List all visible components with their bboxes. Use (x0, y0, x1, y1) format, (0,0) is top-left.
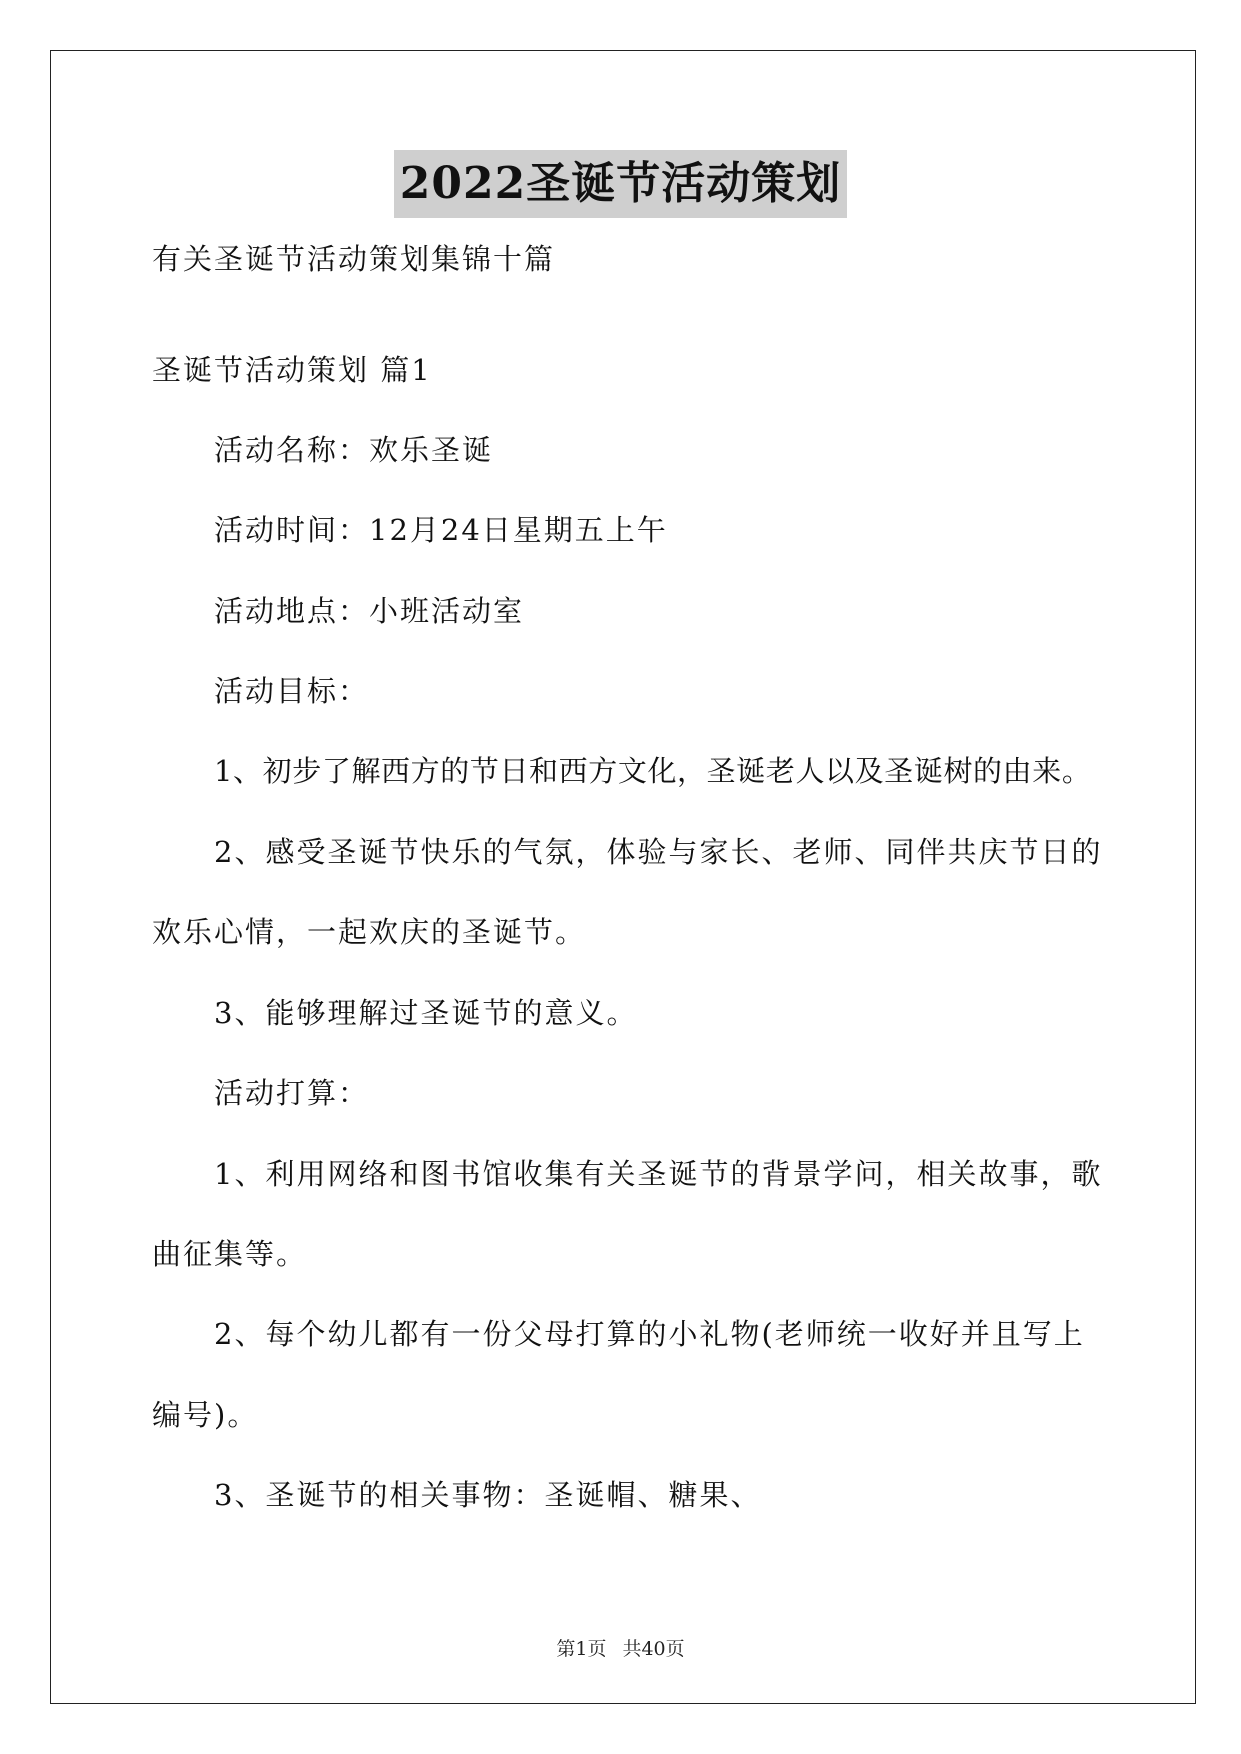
paragraph-line: 2、感受圣诞节快乐的气氛，体验与家长、老师、同伴共庆节日的 (214, 835, 1103, 869)
page-number: 第1页 (556, 1638, 607, 1660)
paragraph-line: 曲征集等。 (152, 1237, 308, 1271)
document-title: 2022圣诞节活动策划 (394, 150, 847, 218)
page-border (50, 50, 1196, 1704)
page-footer (0, 1637, 1241, 1661)
paragraph-line: 活动目标： (214, 674, 370, 708)
page-total: 共40页 (622, 1638, 685, 1660)
section-heading: 圣诞节活动策划 篇1 (152, 353, 432, 387)
paragraph-line: 1、初步了解西方的节日和西方文化，圣诞老人以及圣诞树的由来。 (214, 754, 1092, 788)
paragraph-line: 活动时间：12月24日星期五上午 (214, 513, 668, 547)
paragraph-line: 欢乐心情，一起欢庆的圣诞节。 (152, 915, 587, 949)
paragraph-line: 1、利用网络和图书馆收集有关圣诞节的背景学问，相关故事，歌 (214, 1157, 1103, 1191)
subtitle-line: 有关圣诞节活动策划集锦十篇 (152, 242, 556, 276)
paragraph-line: 2、每个幼儿都有一份父母打算的小礼物(老师统一收好并且写上 (214, 1317, 1085, 1351)
paragraph-line: 活动名称：欢乐圣诞 (214, 433, 494, 467)
paragraph-line: 3、圣诞节的相关事物：圣诞帽、糖果、 (214, 1478, 762, 1512)
paragraph-line: 3、能够理解过圣诞节的意义。 (214, 996, 638, 1030)
title-container (0, 150, 1241, 218)
paragraph-line: 编号)。 (152, 1398, 259, 1432)
paragraph-line: 活动地点：小班活动室 (214, 594, 525, 628)
paragraph-line: 活动打算： (214, 1076, 370, 1110)
